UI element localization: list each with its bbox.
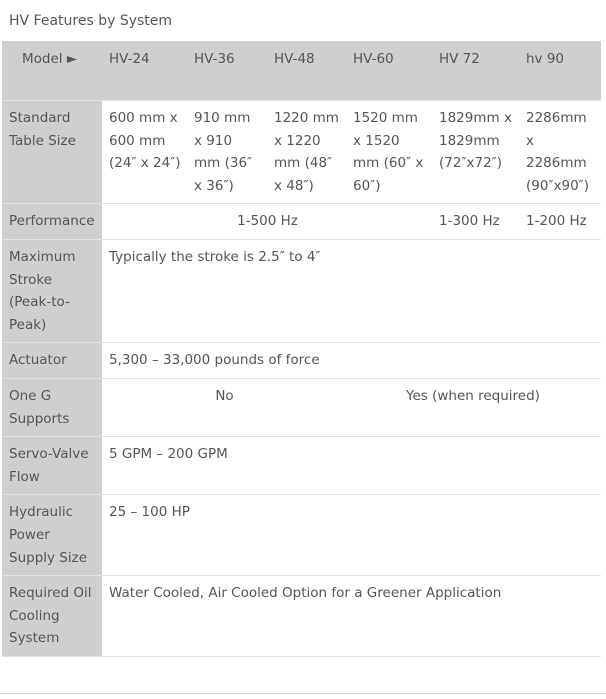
cell-table-size-hv-90: 2286mm x 2286mm (90″x90″) bbox=[519, 101, 601, 204]
cell-one-g-no: No bbox=[102, 378, 346, 436]
cell-table-size-hv-48: 1220 mm x 1220 mm (48″ x 48″) bbox=[267, 101, 346, 204]
cell-performance-hv-72: 1-300 Hz bbox=[432, 204, 519, 240]
cell-table-size-hv-72: 1829mm x 1829mm (72″x72″) bbox=[432, 101, 519, 204]
table-row bbox=[2, 495, 601, 576]
row-label-cooling: Required Oil Cooling System bbox=[2, 576, 102, 657]
model-hv-72: HV 72 bbox=[432, 41, 519, 101]
cell-hydraulic: 25 – 100 HP bbox=[102, 495, 601, 576]
model-hv-36: HV-36 bbox=[187, 41, 267, 101]
row-label-stroke: Maximum Stroke (Peak-to-Peak) bbox=[2, 239, 102, 342]
cell-stroke: Typically the stroke is 2.5″ to 4″ bbox=[102, 239, 601, 342]
cell-table-size-hv-24: 600 mm x 600 mm (24″ x 24″) bbox=[102, 101, 187, 204]
table-row bbox=[2, 378, 601, 436]
cell-actuator: 5,300 – 33,000 pounds of force bbox=[102, 343, 601, 379]
table-header-row bbox=[2, 41, 601, 101]
cell-table-size-hv-60: 1520 mm x 1520 mm (60″ x 60″) bbox=[346, 101, 432, 204]
cell-table-size-hv-36: 910 mm x 910 mm (36″ x 36″) bbox=[187, 101, 267, 204]
model-hv-60: HV-60 bbox=[346, 41, 432, 101]
table-row bbox=[2, 343, 601, 379]
table-row bbox=[2, 437, 601, 495]
row-label-servo: Servo-Valve Flow bbox=[2, 437, 102, 495]
table-row bbox=[2, 239, 601, 342]
model-header: Model ► bbox=[2, 41, 102, 101]
cell-servo: 5 GPM – 200 GPM bbox=[102, 437, 601, 495]
row-label-table-size: Standard Table Size bbox=[2, 101, 102, 204]
model-hv-24: HV-24 bbox=[102, 41, 187, 101]
features-table bbox=[2, 41, 601, 657]
table-row bbox=[2, 101, 601, 204]
row-label-performance: Performance bbox=[2, 204, 102, 240]
row-label-hydraulic: Hydraulic Power Supply Size bbox=[2, 495, 102, 576]
model-hv-48: HV-48 bbox=[267, 41, 346, 101]
cell-performance-hv-24-60: 1-500 Hz bbox=[102, 204, 432, 240]
row-label-one-g: One G Supports bbox=[2, 378, 102, 436]
model-hv-90: hv 90 bbox=[519, 41, 601, 101]
cell-one-g-yes: Yes (when required) bbox=[346, 378, 601, 436]
page-divider bbox=[0, 693, 606, 694]
table-row bbox=[2, 204, 601, 240]
cell-cooling: Water Cooled, Air Cooled Option for a Greener Application bbox=[102, 576, 601, 657]
row-label-actuator: Actuator bbox=[2, 343, 102, 379]
cell-performance-hv-90: 1-200 Hz bbox=[519, 204, 601, 240]
table-caption: HV Features by System bbox=[9, 13, 173, 29]
table-row bbox=[2, 576, 601, 657]
